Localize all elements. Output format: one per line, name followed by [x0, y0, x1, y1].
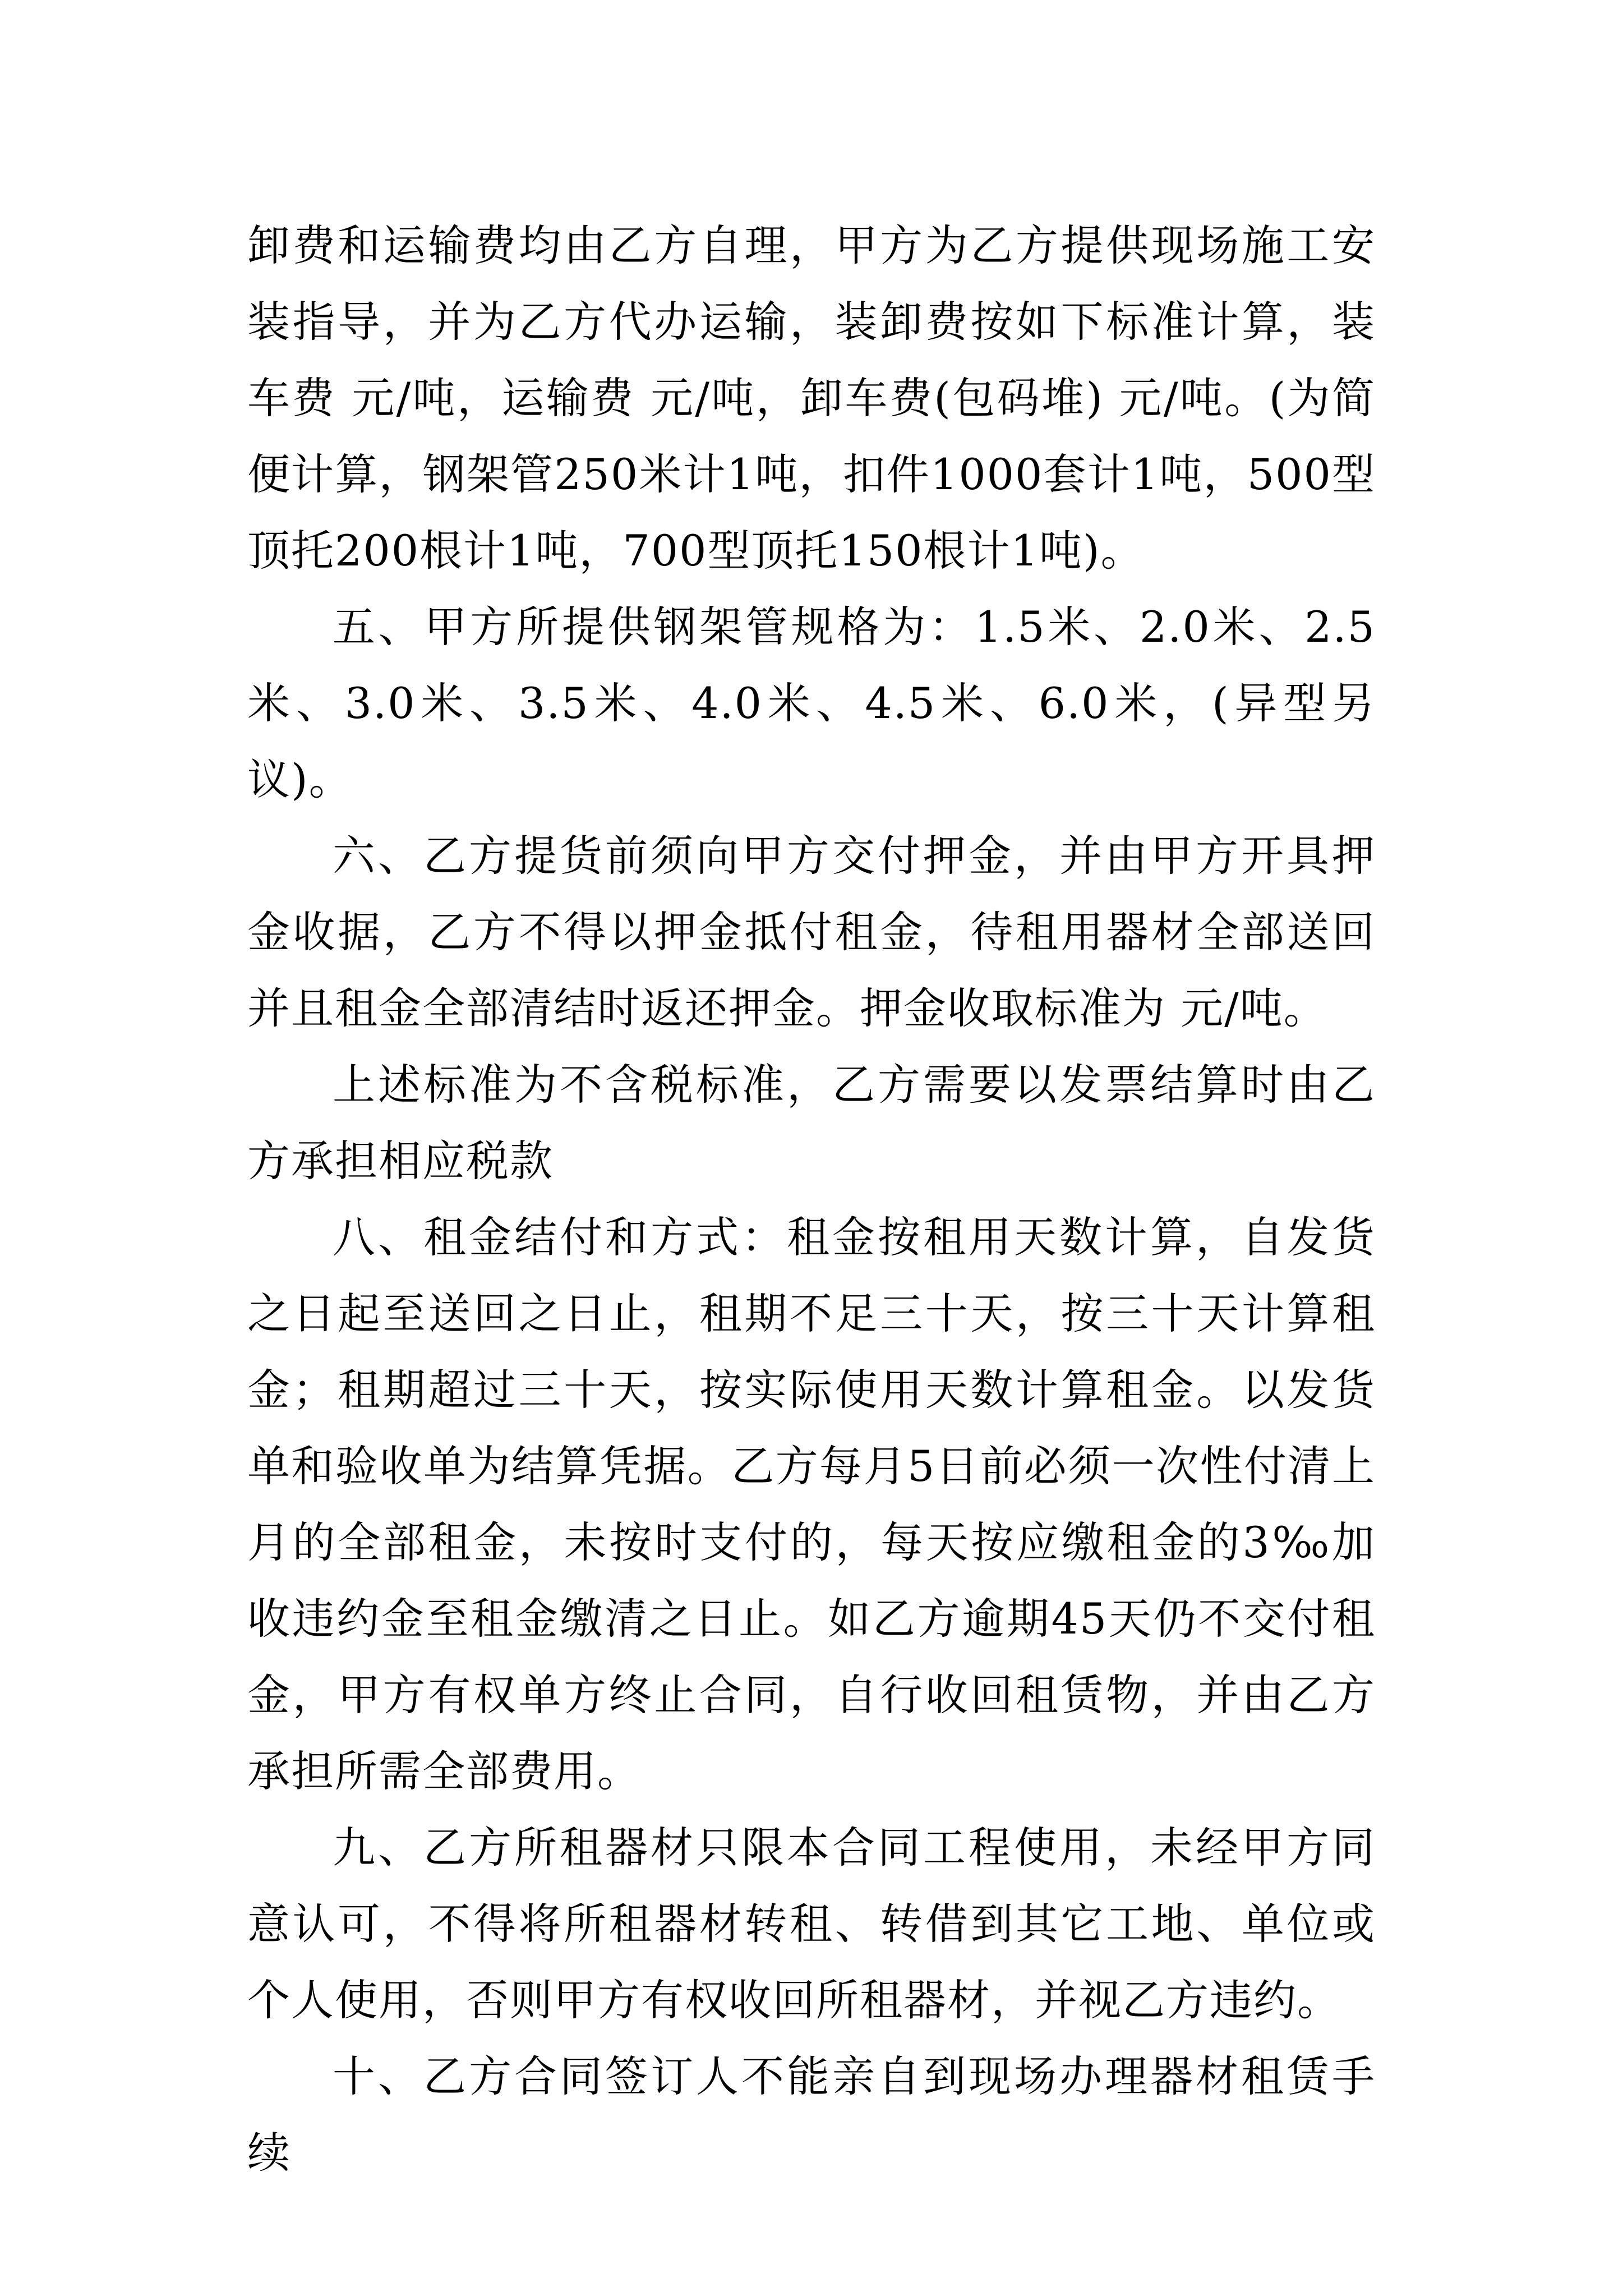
- paragraph-clause-5: 五、甲方所提供钢架管规格为：1.5米、2.0米、2.5米、3.0米、3.5米、4.0米、4.5米、6.0米，(异型另议)。: [247, 602, 1376, 804]
- paragraph-clause-6: 六、乙方提货前须向甲方交付押金，并由甲方开具押金收据，乙方不得以押金抵付租金，待租用器材全部送回并且租金全部清结时返还押金。押金收取标准为 元/吨。: [247, 831, 1376, 1033]
- paragraph-loading-fees: 卸费和运输费均由乙方自理，甲方为乙方提供现场施工安装指导，并为乙方代办运输，装卸费按如下标准计算，装车费 元/吨，运输费 元/吨，卸车费(包码堆) 元/吨。(为简便计算，钢架管250米计1吨，扣件1000套计1吨，500型顶托200根计1吨，700型顶托150根计1吨)。: [247, 220, 1376, 576]
- paragraph-clause-8: 八、租金结付和方式：租金按租用天数计算，自发货之日起至送回之日止，租期不足三十天，按三十天计算租金；租期超过三十天，按实际使用天数计算租金。以发货单和验收单为结算凭据。乙方每月5日前必须一次性付清上月的全部租金，未按时支付的，每天按应缴租金的3‰加收违约金至租金缴清之日止。如乙方逾期45天仍不交付租金，甲方有权单方终止合同，自行收回租赁物，并由乙方承担所需全部费用。: [247, 1212, 1376, 1796]
- document-body: [247, 208, 1376, 2191]
- paragraph-tax-note: 上述标准为不含税标准，乙方需要以发票结算时由乙方承担相应税款: [247, 1060, 1376, 1186]
- paragraph-clause-10: 十、乙方合同签订人不能亲自到现场办理器材租赁手续: [247, 2051, 1376, 2178]
- paragraph-clause-9: 九、乙方所租器材只限本合同工程使用，未经甲方同意认可，不得将所租器材转租、转借到其它工地、单位或个人使用，否则甲方有权收回所租器材，并视乙方违约。: [247, 1823, 1376, 2025]
